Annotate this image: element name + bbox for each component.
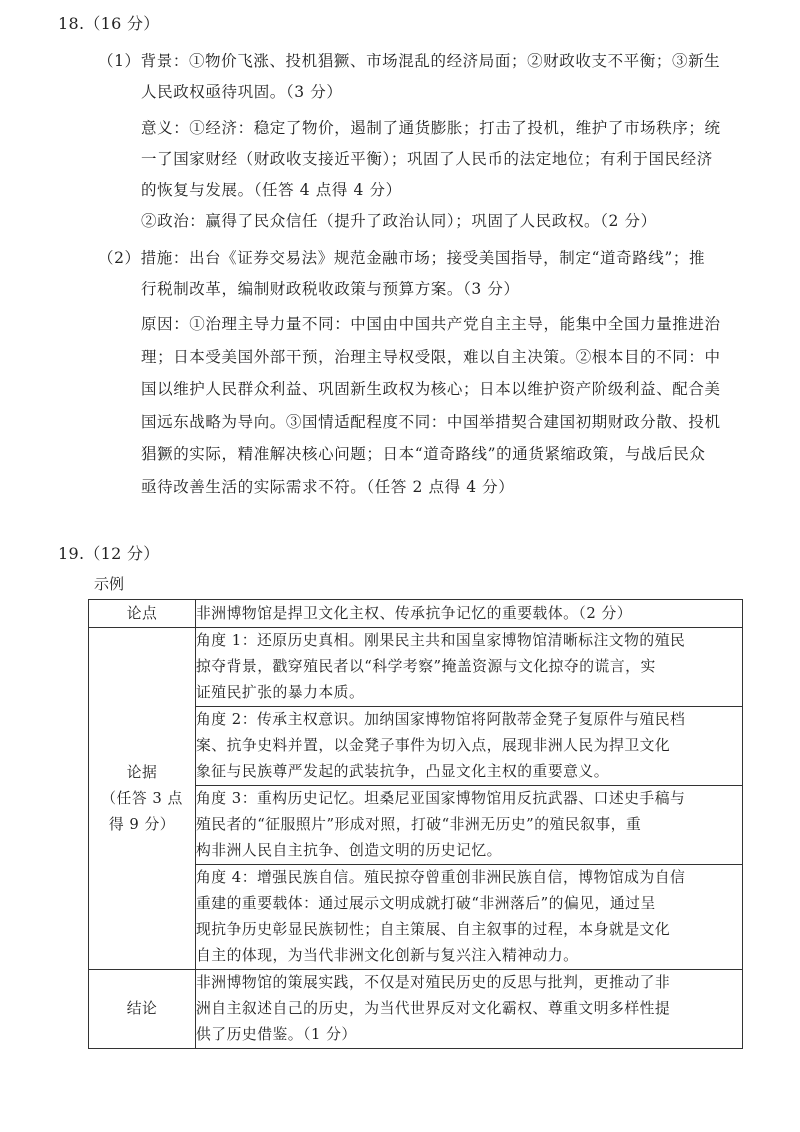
- text-line: 人民政权亟待巩固。（3 分）: [141, 83, 343, 101]
- text-line: 国远东战略为导向。③国情适配程度不同：中国举措契合建国初期财政分散、投机: [141, 412, 721, 431]
- text-line: 猖獗的实际，精准解决核心问题；日本“道奇路线”的通货紧缩政策，与战后民众: [141, 445, 706, 463]
- text-line: ②政治：赢得了民众信任（提升了政治认同）；巩固了人民政权。（2 分）: [141, 212, 657, 230]
- text-line: 角度 4：增强民族自信。殖民掠夺曾重创非洲民族自信，博物馆成为自信: [196, 869, 686, 886]
- text-line: 现抗争历史彰显民族韧性；自主策展、自主叙事的过程，本身就是文化: [196, 921, 671, 938]
- text-line: （2）措施：出台《证券交易法》规范金融市场；接受美国指导，制定“道奇路线”；推: [98, 249, 706, 267]
- text-line: 角度 2：传承主权意识。加纳国家博物馆将阿散蒂金凳子复原件与殖民档: [196, 711, 686, 728]
- answer-table: [88, 599, 743, 1049]
- evidence-label-cell: [89, 628, 196, 970]
- evidence-label-note: 得 9 分）: [108, 815, 176, 833]
- angle-3-cell: [196, 786, 743, 865]
- question-18-heading: 18.（16 分）: [58, 14, 160, 33]
- text-line: 行税制改革，编制财政税收政策与预算方案。（3 分）: [141, 280, 520, 298]
- text-line: 掠夺背景，戳穿殖民者以“科学考察”掩盖资源与文化掠夺的谎言，实: [196, 658, 656, 675]
- text-line: 角度 3：重构历史记忆。坦桑尼亚国家博物馆用反抗武器、口述史手稿与: [196, 790, 686, 807]
- text-line: （1）背景：①物价飞涨、投机猖獗、市场混乱的经济局面；②财政收支不平衡；③新生: [98, 52, 721, 70]
- q18-part1-background: [98, 46, 720, 108]
- text-line: 非洲博物馆的策展实践，不仅是对殖民历史的反思与批判，更推动了非: [196, 974, 671, 991]
- q18-part2-measures: [98, 243, 705, 305]
- thesis-label: 论点: [126, 604, 158, 622]
- text-line: 亟待改善生活的实际需求不符。（任答 2 点得 4 分）: [141, 477, 515, 496]
- q18-part1-politics: [141, 206, 657, 236]
- text-line: 洲自主叙述自己的历史，为当代世界反对文化霸权、尊重文明多样性提: [196, 1000, 671, 1017]
- thesis-label-cell: [89, 600, 196, 628]
- text-line: 理；日本受美国外部干预，治理主导权受限，难以自主决策。②根本目的不同：中: [141, 347, 721, 366]
- text-line: 殖民者的“征服照片”形成对照，打破“非洲无历史”的殖民叙事，重: [196, 816, 642, 833]
- conclusion-label: 结论: [126, 1000, 158, 1017]
- table-row-thesis: [89, 600, 743, 628]
- text-line: 构非洲人民自主抗争、创造文明的历史记忆。: [196, 842, 502, 859]
- text-line: 原因：①治理主导力量不同：中国由中国共产党自主主导，能集中全国力量推进治: [141, 315, 721, 333]
- text-line: 非洲博物馆是捍卫文化主权、传承抗争记忆的重要载体。（2 分）: [196, 604, 633, 622]
- table-row-conclusion: [89, 970, 743, 1049]
- example-label: 示例: [94, 575, 125, 593]
- text-line: 象征与民族尊严发起的武装抗争，凸显文化主权的重要意义。: [196, 763, 610, 780]
- angle-4-cell: [196, 865, 743, 970]
- question-19-heading: 19.（12 分）: [58, 544, 160, 563]
- conclusion-cell: [196, 970, 743, 1049]
- q18-part2-reasons: [141, 308, 721, 503]
- text-line: 意义：①经济：稳定了物价，遏制了通货膨胀；打击了投机，维护了市场秩序；统: [141, 119, 721, 137]
- text-line: 的恢复与发展。（任答 4 点得 4 分）: [141, 181, 402, 199]
- table-row-angle-1: [89, 628, 743, 707]
- conclusion-label-cell: [89, 970, 196, 1049]
- text-line: 供了历史借鉴。（1 分）: [196, 1026, 357, 1043]
- text-line: 角度 1：还原历史真相。刚果民主共和国皇家博物馆清晰标注文物的殖民: [196, 632, 686, 649]
- text-line: 自主的体现，为当代非洲文化创新与复兴注入精神动力。: [196, 947, 579, 964]
- q18-part1-significance: [141, 113, 721, 206]
- text-line: 一了国家财经（财政收支接近平衡）；巩固了人民币的法定地位；有利于国民经济: [141, 150, 713, 168]
- thesis-text-cell: [196, 600, 743, 628]
- angle-1-cell: [196, 628, 743, 707]
- evidence-label: 论据: [126, 763, 158, 781]
- evidence-label-note: （任答 3 点: [101, 789, 183, 807]
- text-line: 重建的重要载体：通过展示文明成就打破“非洲落后”的偏见，通过呈: [196, 895, 656, 912]
- text-line: 国以维护人民群众利益、巩固新生政权为核心；日本以维护资产阶级利益、配合美: [141, 380, 721, 398]
- text-line: 证殖民扩张的暴力本质。: [196, 684, 365, 701]
- text-line: 案、抗争史料并置，以金凳子事件为切入点，展现非洲人民为捍卫文化: [196, 737, 671, 754]
- angle-2-cell: [196, 707, 743, 786]
